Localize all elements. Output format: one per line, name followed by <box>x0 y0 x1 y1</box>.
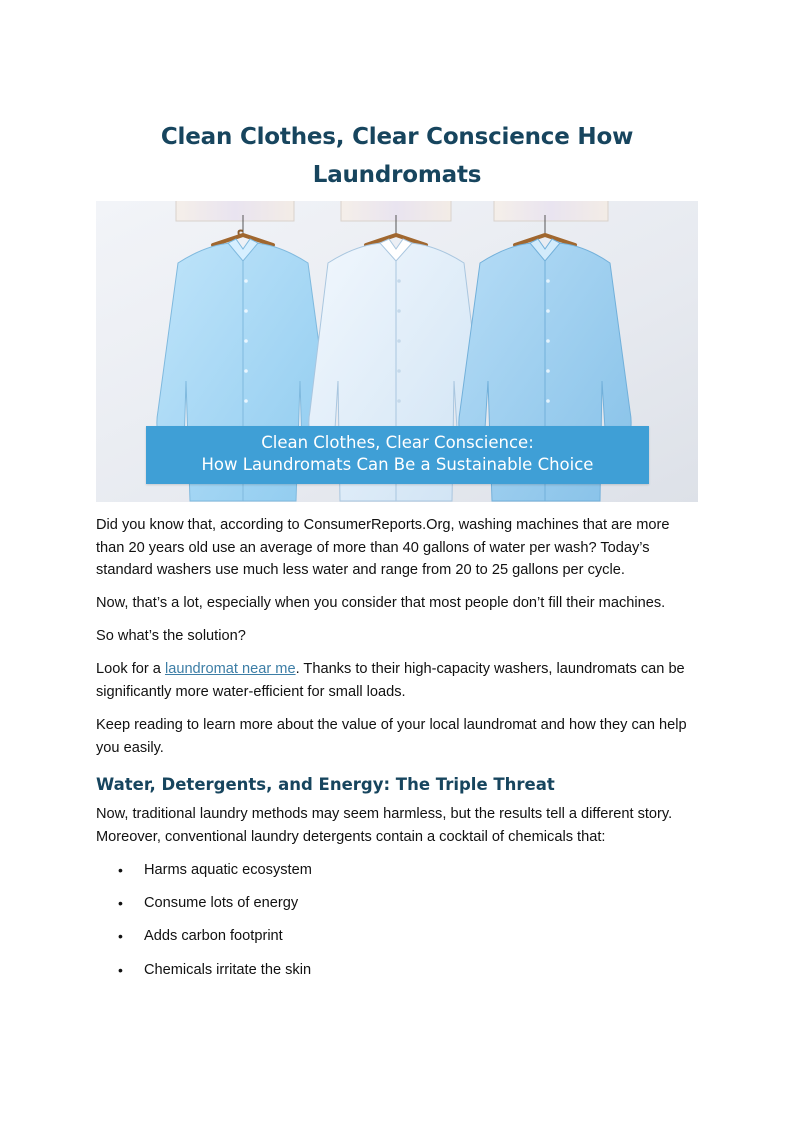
hero-caption-banner <box>146 426 649 484</box>
bullet-icon: • <box>118 961 123 978</box>
list-item <box>96 859 698 882</box>
list-item-text: Consume lots of energy <box>144 895 299 912</box>
article-body <box>96 514 698 992</box>
paragraph <box>96 658 698 703</box>
paragraph: Now, that’s a lot, especially when you consider that most people don’t fill their machines. <box>96 595 666 612</box>
paragraph-text: Look for a <box>96 661 165 678</box>
list-item-text: Adds carbon footprint <box>144 928 283 945</box>
list-item-text: Harms aquatic ecosystem <box>144 862 312 879</box>
hero-caption-line-2: How Laundromats Can Be a Sustainable Choice <box>201 455 594 474</box>
bullet-list <box>96 859 698 981</box>
paragraph: Keep reading to learn more about the value of your local laundromat and how they can help you easily. <box>96 717 687 756</box>
paragraph-text: . Thanks to their high-capacity washers, laundromats can be significantly more water-efficient for small loads. <box>96 661 685 701</box>
bullet-icon: • <box>118 895 123 912</box>
hero-caption-line-1: Clean Clothes, Clear Conscience: <box>261 433 534 452</box>
list-item <box>96 959 698 982</box>
list-item-text: Chemicals irritate the skin <box>144 961 312 978</box>
paragraph: Now, traditional laundry methods may seem harmless, but the results tell a different story. Moreover, conventional laundry detergents contain a cocktail of chemicals that: <box>96 806 673 845</box>
wall-frame <box>176 201 294 221</box>
list-item <box>96 892 698 915</box>
bullet-icon: • <box>118 862 123 879</box>
list-item <box>96 925 698 948</box>
hero-image <box>96 201 698 502</box>
section-heading: Water, Detergents, and Energy: The Triple Threat <box>96 775 555 795</box>
paragraph: Did you know that, according to ConsumerReports.Org, washing machines that are more than 20 years old use an average of more than 40 gallons of water per wash? Today’s standard washers use much less water and range from 20 to 25 gallons per cycle. <box>96 517 670 579</box>
title-line-1: Clean Clothes, Clear Conscience How Laundromats <box>160 124 634 188</box>
bullet-icon: • <box>118 928 123 945</box>
laundromat-near-me-link[interactable]: laundromat near me <box>164 661 296 678</box>
wall-frame <box>494 201 608 221</box>
paragraph: So what’s the solution? <box>96 628 246 645</box>
